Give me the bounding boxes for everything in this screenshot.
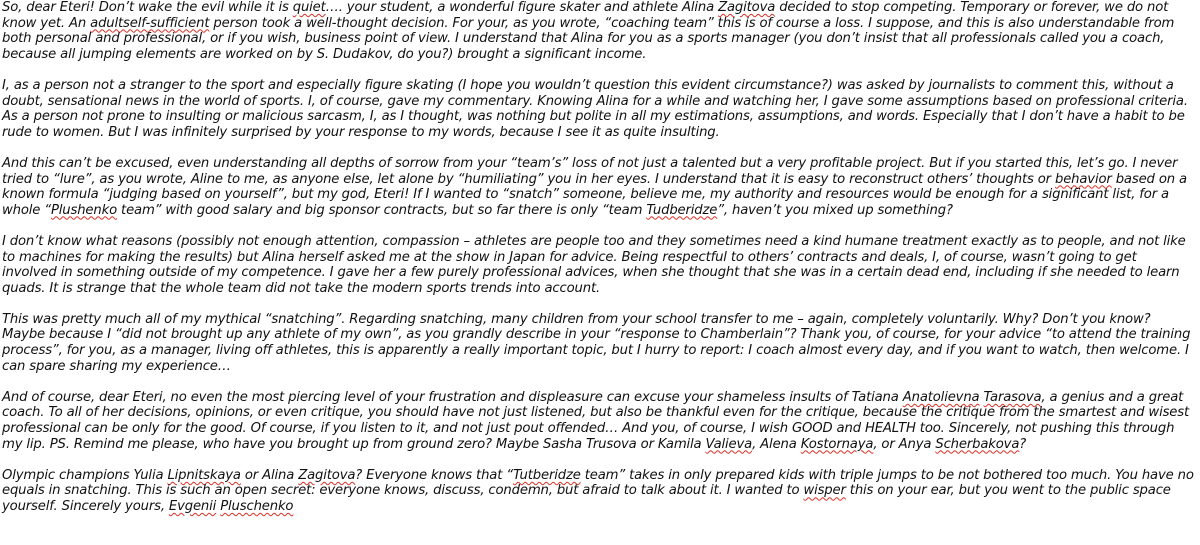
text-run: …. your student, a wonderful figure skater and athlete Alina: [325, 0, 719, 15]
misspelled-word: wisper: [803, 483, 846, 499]
text-run: Olympic champions Yulia: [2, 467, 168, 483]
text-run: , Alena: [752, 436, 801, 452]
misspelled-word: Valieva: [705, 436, 753, 452]
text-run: This was pretty much all of my mythical “snatching”. Regarding snatching, many children from your school transfer to me – again, completely voluntarily. Why? Don’t you know? Maybe because I “did not brought up any athlete of my own”, as you grandly describe in your “response to Chamberlain”? Thank you, of course, for your advice “to attend the training process”, for you, as a manager, living off athletes, this is apparently a really important topic, but I hurry to report: I coach almost every day, and if you want to watch, then welcome. I can spare sharing my experience…: [2, 311, 1191, 374]
misspelled-word: quiet: [292, 0, 326, 15]
text-run: I, as a person not a stranger to the sport and especially figure skating (I hope you wouldn’t question this evident circumstance?) was asked by journalists to comment this, without a doubt, sensational news in the world of sports. I, of course, gave my commentary. Knowing Alina for a while and watching her, I gave some assumptions based on professional criteria. As a person not prone to insulting or malicious sarcasm, I, as I thought, was nothing but polite in all my estimations, assumptions, and words. Especially that I don’t have a habit to be rude to women. But I was infinitely surprised by your response to my words, because I see it as quite insulting.: [2, 77, 1188, 140]
misspelled-word: Tutberidze: [512, 467, 581, 483]
misspelled-word: Zagitova: [298, 467, 356, 483]
text-run: ? Everyone knows that “: [355, 467, 513, 483]
misspelled-word: Pluschenko: [220, 499, 294, 514]
misspelled-word: adultself-sufficient: [90, 15, 210, 31]
text-run: this on your ear, but you went to the public space yourself. Sincerely yours,: [2, 483, 1171, 514]
text-run: So, dear Eteri! Don’t wake the evil while it is: [2, 0, 293, 15]
text-run: And of course, dear Eteri, no even the most piercing level of your frustration and displeasure can excuse your shameless insults of Tatiana: [2, 389, 903, 405]
text-run: person took a well-thought decision. For your, as you wrote, “coaching team” this is of course a loss. I suppose, and this is also understandable from both personal and professional, or if you wish, business point of view. I understand that Alina for you as a sports manager (you don’t insist that all professionals called you a coach, because all jumping elements are worked on by S. Dudakov, do you?) brought a significant income.: [2, 15, 1175, 62]
text-run: ?: [1019, 436, 1027, 452]
paragraph-2: [2, 78, 1194, 140]
misspelled-word: Evgenii: [168, 499, 217, 514]
text-run: , a genius and a great coach. To all of her decisions, opinions, or even critique, you should have not just listened, but also be thankful even for the critique, because the critique from the smartest and wisest professional can be only for the good. Of course, if you listen to it, and not just pout offended… And you, of course, I wish GOOD and HEALTH too. Sincerely, not pushing this through my lip. PS. Remind me please, who have you brought up from ground zero? Maybe Sasha Trusova or Kamila: [2, 389, 1190, 452]
misspelled-word: behavior: [1054, 171, 1112, 187]
misspelled-word: Plushenko: [50, 202, 117, 218]
text-run: team” takes in only prepared kids with triple jumps to be not bothered too much. You have no equals in snatching. This is such an open secret: everyone knows, discuss, condemn, but afraid to talk about it. I wanted to: [2, 467, 1194, 499]
paragraph-1: [2, 0, 1194, 62]
document-body: [2, 0, 1194, 530]
text-run: , or Anya: [873, 436, 936, 452]
misspelled-word: Zagitova: [718, 0, 776, 15]
paragraph-4: [2, 234, 1194, 296]
text-run: team” with good salary and big sponsor contracts, but so far there is only “team: [117, 202, 647, 218]
misspelled-word: Anatolievna: [902, 389, 980, 405]
misspelled-word: Tudberidze: [646, 202, 718, 218]
text-run: based on a known formula “judging based on yourself”, but my god, Eteri! If I wanted to “snatch” someone, believe me, my authority and resources would be enough for a significant list, for a whole “: [2, 171, 1187, 218]
text-run: decided to stop competing. Temporary or forever, we do not know yet. An: [2, 0, 1169, 31]
misspelled-word: Scherbakova: [935, 436, 1020, 452]
paragraph-5: [2, 312, 1194, 374]
misspelled-word: Lipnitskaya: [167, 467, 241, 483]
text-run: I don’t know what reasons (possibly not enough attention, compassion – athletes are people too and they sometimes need a kind humane treatment exactly as to people, and not like to machines for making the results) but Alina herself asked me at the show in Japan for advice. Being respectful to others’ contracts and deals, I, of course, wasn’t going to get involved in something outside of my competence. I gave her a few purely professional advices, when she thought that she was in a certain dead end, including if she needed to learn quads. It is strange that the whole team did not take the modern sports trends into account.: [2, 233, 1186, 296]
paragraph-3: [2, 156, 1194, 218]
text-run: And this can’t be excused, even understanding all depths of sorrow from your “team’s” loss of not just a talented but a very profitable project. But if you started this, let’s go. I never tried to “lure”, as you wrote, Aline to me, as anyone else, let alone by “humiliating” you in her eyes. I understand that it is easy to reconstruct others’ thoughts or: [2, 155, 1178, 187]
paragraph-7: [2, 468, 1194, 515]
misspelled-word: Kostornaya: [800, 436, 874, 452]
paragraph-6: [2, 390, 1194, 452]
misspelled-word: Tarasova: [983, 389, 1042, 405]
text-run: or Alina: [240, 467, 299, 483]
text-run: ”, haven’t you mixed up something?: [717, 202, 953, 218]
